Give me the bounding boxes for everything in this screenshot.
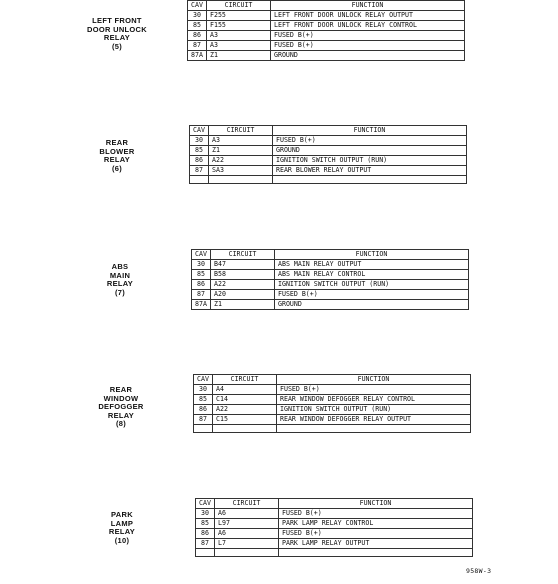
circuit-cell: A3 <box>209 136 273 146</box>
circuit-cell: L97 <box>215 519 279 529</box>
function-cell: PARK LAMP RELAY OUTPUT <box>279 539 473 549</box>
relay-name-line: RELAY <box>108 527 136 537</box>
header-function: FUNCTION <box>273 126 467 136</box>
circuit-cell: A6 <box>215 509 279 519</box>
function-cell: IGNITION SWITCH OUTPUT (RUN) <box>275 280 469 290</box>
header-function: FUNCTION <box>275 250 469 260</box>
relay-name-line: (8) <box>115 419 127 429</box>
header-circuit: CIRCUIT <box>213 375 277 385</box>
function-cell: LEFT FRONT DOOR UNLOCK RELAY OUTPUT <box>271 11 465 21</box>
function-cell: FUSED B(+) <box>279 509 473 519</box>
function-cell: FUSED B(+) <box>279 529 473 539</box>
cav-cell: 87 <box>194 415 213 425</box>
relay-name-line: (10) <box>114 535 130 545</box>
connector-table-relay-8 <box>193 374 471 433</box>
table-row <box>192 300 469 310</box>
table-row <box>194 405 471 415</box>
header-cav: CAV <box>190 126 209 136</box>
circuit-cell: A6 <box>215 529 279 539</box>
cav-cell: 85 <box>192 270 211 280</box>
blank-row <box>196 549 473 557</box>
function-cell: PARK LAMP RELAY CONTROL <box>279 519 473 529</box>
relay-name-line: RELAY <box>106 279 134 289</box>
cav-cell: 86 <box>196 529 215 539</box>
function-cell: ABS MAIN RELAY CONTROL <box>275 270 469 280</box>
connector-table-relay-6 <box>189 125 467 184</box>
relay-label-left-front-door-unlock <box>57 17 177 51</box>
table-row <box>188 31 465 41</box>
header-function: FUNCTION <box>279 499 473 509</box>
header-circuit: CIRCUIT <box>211 250 275 260</box>
connector-table-relay-7 <box>191 249 469 310</box>
relay-name-line: (5) <box>111 41 123 51</box>
function-cell: GROUND <box>275 300 469 310</box>
header-function: FUNCTION <box>277 375 471 385</box>
table-row <box>190 136 467 146</box>
table-row <box>188 51 465 61</box>
circuit-cell: C15 <box>213 415 277 425</box>
relay-name-line: LEFT FRONT <box>92 16 142 25</box>
relay-label-rear-window-defogger <box>61 386 181 429</box>
table-row <box>190 146 467 156</box>
relay-name-line: LAMP <box>110 518 134 528</box>
circuit-cell: A3 <box>207 41 271 51</box>
circuit-cell: A20 <box>211 290 275 300</box>
blank-row <box>190 176 467 184</box>
relay-name-line: RELAY <box>107 410 135 420</box>
circuit-cell: C14 <box>213 395 277 405</box>
relay-name-line: DEFOGGER <box>98 402 144 412</box>
circuit-cell: A22 <box>209 156 273 166</box>
function-cell: GROUND <box>271 51 465 61</box>
figure-id: 958W-3 <box>466 567 492 575</box>
header-cav: CAV <box>196 499 215 509</box>
circuit-cell: Z1 <box>207 51 271 61</box>
circuit-cell: L7 <box>215 539 279 549</box>
table-header-row <box>190 126 467 136</box>
relay-label-abs-main <box>60 263 180 297</box>
function-cell: REAR WINDOW DEFOGGER RELAY OUTPUT <box>277 415 471 425</box>
cav-cell: 87 <box>196 539 215 549</box>
cav-cell: 30 <box>194 385 213 395</box>
function-cell: FUSED B(+) <box>273 136 467 146</box>
table-header-row <box>192 250 469 260</box>
circuit-cell: A22 <box>213 405 277 415</box>
table-row <box>188 11 465 21</box>
table-row <box>194 385 471 395</box>
table-row <box>196 509 473 519</box>
cav-cell: 86 <box>192 280 211 290</box>
table-row <box>188 21 465 31</box>
function-cell: REAR WINDOW DEFOGGER RELAY CONTROL <box>277 395 471 405</box>
relay-name-line: (7) <box>114 287 126 297</box>
relay-name-line: WINDOW <box>103 393 139 403</box>
blank-row <box>194 425 471 433</box>
table-header-row <box>188 1 465 11</box>
cav-cell: 85 <box>194 395 213 405</box>
function-cell: ABS MAIN RELAY OUTPUT <box>275 260 469 270</box>
header-cav: CAV <box>192 250 211 260</box>
cav-cell: 87A <box>192 300 211 310</box>
circuit-cell: B58 <box>211 270 275 280</box>
cav-cell: 30 <box>192 260 211 270</box>
cav-cell: 85 <box>188 21 207 31</box>
table-row <box>196 519 473 529</box>
header-cav: CAV <box>188 1 207 11</box>
table-row <box>192 270 469 280</box>
cav-cell: 30 <box>188 11 207 21</box>
header-circuit: CIRCUIT <box>215 499 279 509</box>
table-row <box>192 260 469 270</box>
function-cell: REAR BLOWER RELAY OUTPUT <box>273 166 467 176</box>
relay-name-line: MAIN <box>109 270 131 280</box>
circuit-cell: SA3 <box>209 166 273 176</box>
cav-cell: 87 <box>192 290 211 300</box>
circuit-cell: A3 <box>207 31 271 41</box>
function-cell: FUSED B(+) <box>275 290 469 300</box>
relay-name-line: ABS <box>111 262 129 271</box>
cav-cell: 86 <box>194 405 213 415</box>
table-row <box>194 395 471 405</box>
relay-name-line: RELAY <box>103 155 131 165</box>
function-cell: FUSED B(+) <box>271 41 465 51</box>
relay-name-line: BLOWER <box>99 146 135 156</box>
cav-cell: 87 <box>190 166 209 176</box>
connector-table-relay-5 <box>187 0 465 61</box>
function-cell: IGNITION SWITCH OUTPUT (RUN) <box>277 405 471 415</box>
header-cav: CAV <box>194 375 213 385</box>
function-cell: FUSED B(+) <box>271 31 465 41</box>
cav-cell: 30 <box>196 509 215 519</box>
header-circuit: CIRCUIT <box>207 1 271 11</box>
circuit-cell: A22 <box>211 280 275 290</box>
table-row <box>192 280 469 290</box>
circuit-cell: Z1 <box>211 300 275 310</box>
table-row <box>196 539 473 549</box>
circuit-cell: F255 <box>207 11 271 21</box>
cav-cell: 30 <box>190 136 209 146</box>
table-row <box>190 166 467 176</box>
function-cell: GROUND <box>273 146 467 156</box>
relay-name-line: DOOR UNLOCK <box>87 24 147 34</box>
table-row <box>188 41 465 51</box>
relay-name-line: REAR <box>105 138 129 147</box>
cav-cell: 86 <box>190 156 209 166</box>
table-row <box>192 290 469 300</box>
function-cell: FUSED B(+) <box>277 385 471 395</box>
circuit-cell: B47 <box>211 260 275 270</box>
table-row <box>196 529 473 539</box>
relay-name-line: REAR <box>109 385 133 394</box>
function-cell: LEFT FRONT DOOR UNLOCK RELAY CONTROL <box>271 21 465 31</box>
table-header-row <box>194 375 471 385</box>
header-circuit: CIRCUIT <box>209 126 273 136</box>
header-function: FUNCTION <box>271 1 465 11</box>
relay-label-rear-blower <box>57 139 177 173</box>
relay-name-line: (6) <box>111 163 123 173</box>
table-row <box>194 415 471 425</box>
cav-cell: 87A <box>188 51 207 61</box>
circuit-cell: A4 <box>213 385 277 395</box>
table-row <box>190 156 467 166</box>
relay-name-line: RELAY <box>103 33 131 43</box>
relay-label-park-lamp <box>62 511 182 545</box>
cav-cell: 85 <box>190 146 209 156</box>
cav-cell: 86 <box>188 31 207 41</box>
table-header-row <box>196 499 473 509</box>
cav-cell: 85 <box>196 519 215 529</box>
cav-cell: 87 <box>188 41 207 51</box>
function-cell: IGNITION SWITCH OUTPUT (RUN) <box>273 156 467 166</box>
connector-table-relay-10 <box>195 498 473 557</box>
relay-name-line: PARK <box>111 510 133 519</box>
circuit-cell: F155 <box>207 21 271 31</box>
circuit-cell: Z1 <box>209 146 273 156</box>
